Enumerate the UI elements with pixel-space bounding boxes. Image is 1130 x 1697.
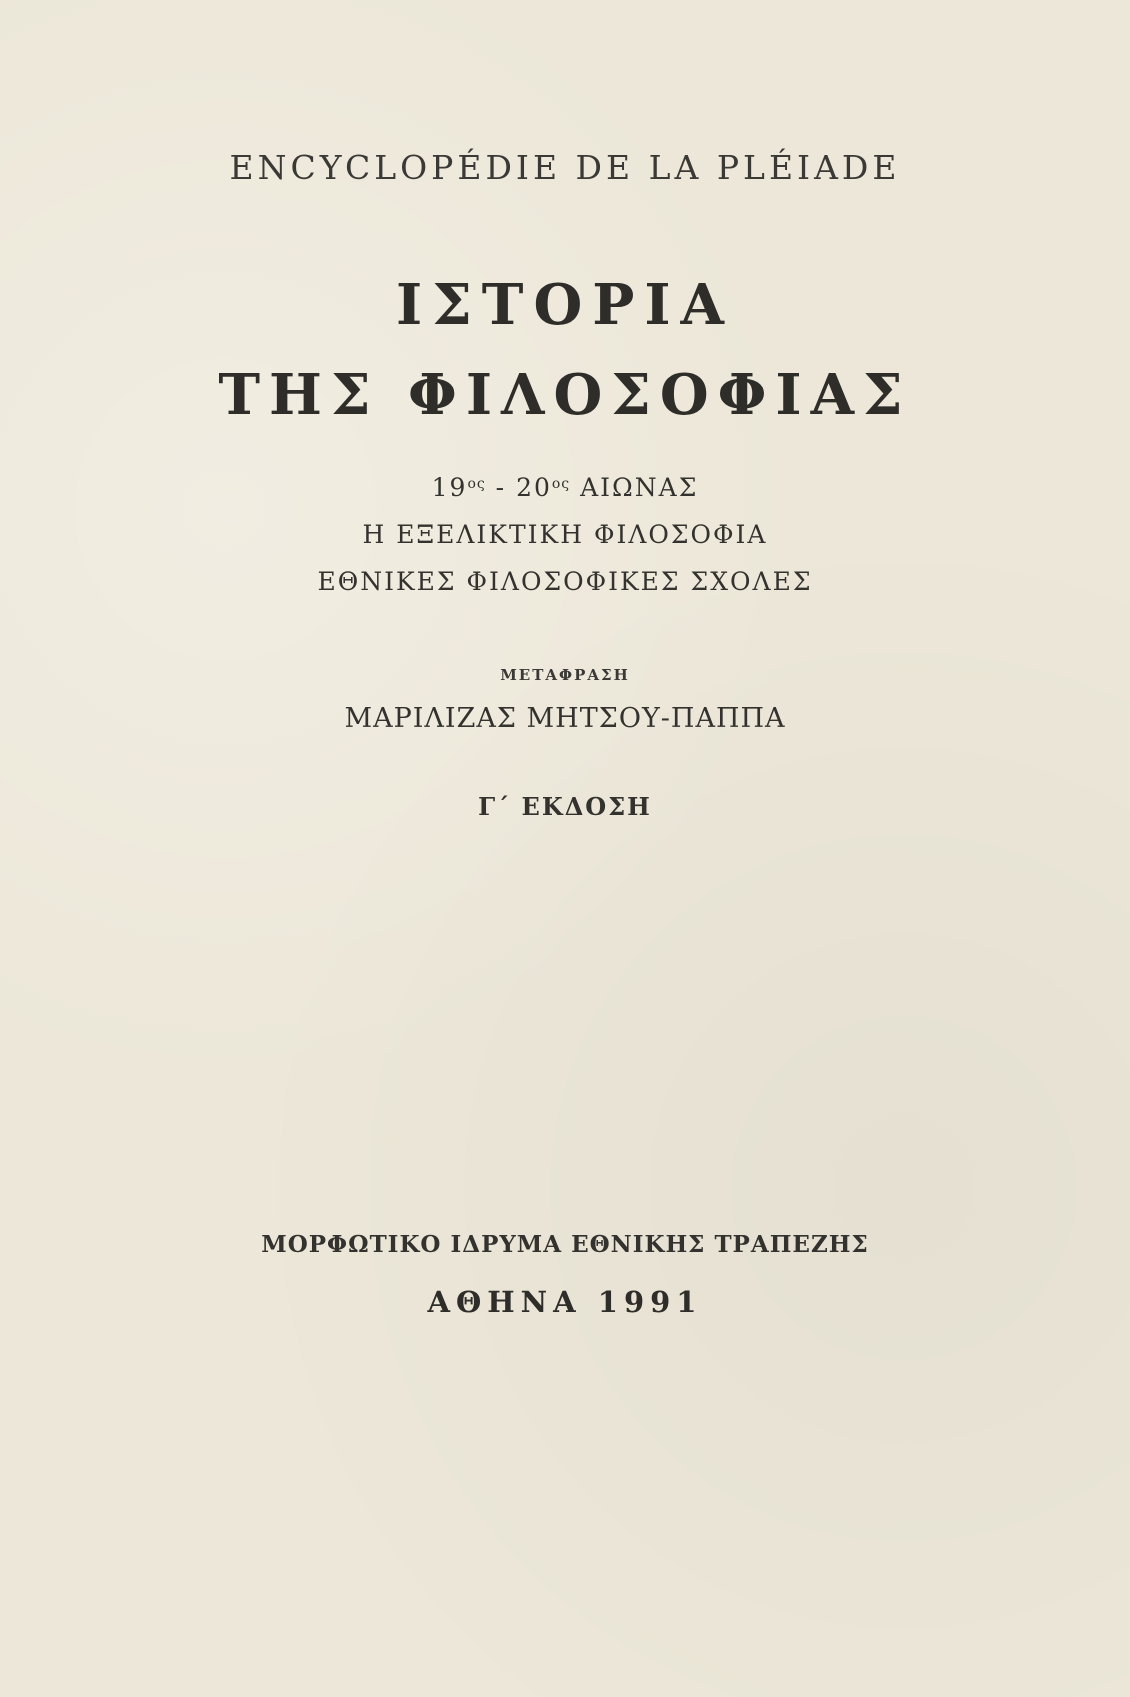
- century-word: ΑΙΩΝΑΣ: [570, 473, 699, 502]
- century-separator: -: [485, 473, 517, 502]
- translation-label: ΜΕΤΑΦΡΑΣΗ: [500, 666, 630, 684]
- edition-label: Γ΄ ΕΚΔΟΣΗ: [478, 792, 652, 821]
- century-1-ordinal: ος: [467, 476, 486, 492]
- subtitle-line-3: ΕΘΝΙΚΕΣ ΦΙΛΟΣΟΦΙΚΕΣ ΣΧΟΛΕΣ: [317, 567, 813, 596]
- publisher-name: ΜΟΡΦΩΤΙΚΟ ΙΔΡΥΜΑ ΕΘΝΙΚΗΣ ΤΡΑΠΕΖΗΣ: [261, 1231, 869, 1258]
- subtitle-line-2: Η ΕΞΕΛΙΚΤΙΚΗ ΦΙΛΟΣΟΦΙΑ: [362, 520, 768, 549]
- book-title-line-1: ΙΣΤΟΡΙΑ: [396, 272, 734, 338]
- place-and-year: ΑΘΗΝΑ 1991: [427, 1285, 703, 1319]
- century-1: 19: [431, 473, 468, 502]
- series-name: ENCYCLOPÉDIE DE LA PLÉIADE: [229, 148, 901, 187]
- translator-name: ΜΑΡΙΛΙΖΑΣ ΜΗΤΣΟΥ-ΠΑΠΠΑ: [344, 703, 786, 734]
- century-2-ordinal: ος: [551, 476, 571, 492]
- book-title-line-2: ΤΗΣ ΦΙΛΟΣΟΦΙΑΣ: [218, 362, 912, 428]
- subtitle-centuries: [0, 473, 1130, 502]
- century-2: 20: [516, 473, 552, 502]
